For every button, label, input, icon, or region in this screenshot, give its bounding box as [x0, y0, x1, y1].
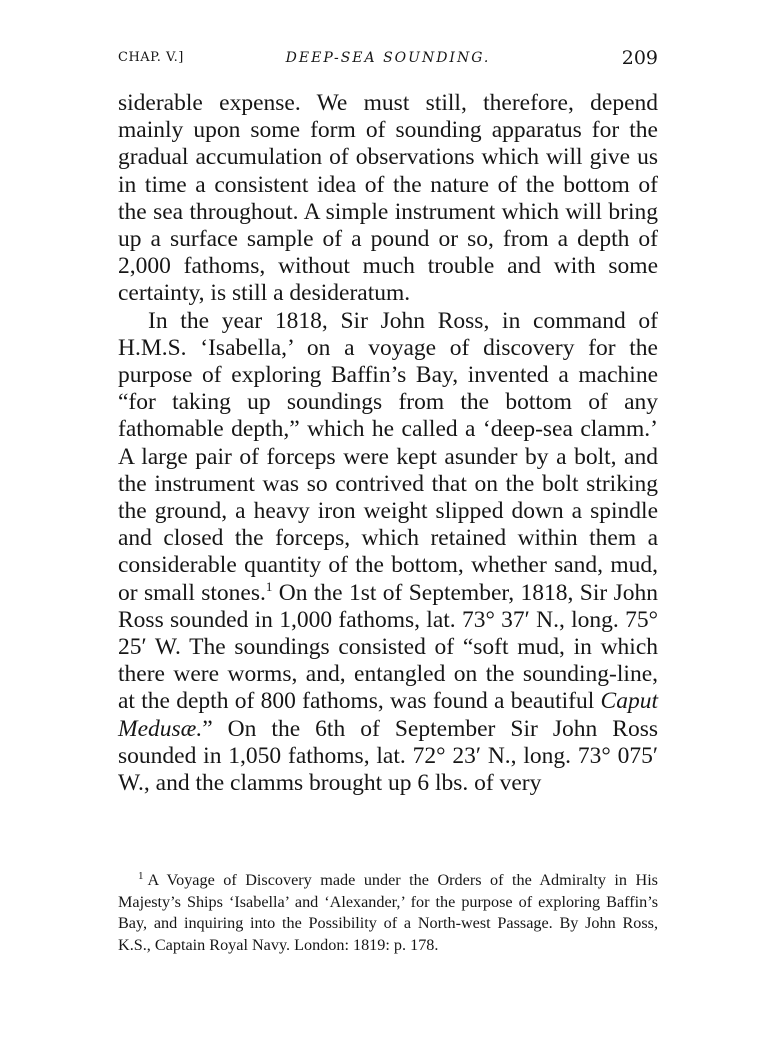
footnote-reference: 1 [265, 578, 273, 594]
paragraph-ross-part3: ” On the 6th of September Sir John Ross sounded in 1,050 fathoms, lat. 72° 23′ N., long. 73° 075′ W., and the clamms brought up 6 lbs. of very [118, 715, 658, 797]
paragraph-ross-part1: In the year 1818, Sir John Ross, in command of H.M.S. ‘Isabella,’ on a voyage of discovery for the purpose of exploring Baffin’s Bay, invented a machine “for taking up soundings from the bottom of any fathomable depth,” which he called a ‘deep-sea clamm.’ A large pair of forceps were kept asunder by a bolt, and the instrument was so contrived that on the bolt striking the ground, a heavy iron weight slipped down a spindle and closed the forceps, which retained within them a considerable quantity of the bottom, whether sand, mud, or small stones. [118, 307, 658, 606]
footnote [118, 870, 658, 956]
footnote-marker: 1 [138, 869, 144, 882]
chapter-label: CHAP. V.] [118, 50, 184, 65]
paragraph-ross-part2: On the 1st of September, 1818, Sir John Ross sounded in 1,000 fathoms, lat. 73° 37′ N., long. 75° 25′ W. The soundings consisted of “soft mud, in which there were worms, and, entangled on the sounding-line, at the depth of 800 fathoms, was found a beautiful [118, 579, 658, 715]
running-title: DEEP-SEA SOUNDING. [285, 50, 491, 66]
footnote-text: A Voyage of Discovery made under the Orders of the Admiralty in His Majesty’s Ships ‘Isabella’ and ‘Alexander,’ for the purpose of exploring Baffin’s Bay, and inquiring into the Possibility of a North-west Passage. By John Ross, K.S., Captain Royal Navy. London: 1819: p. 178. [118, 871, 658, 954]
page-number: 209 [621, 47, 658, 69]
caput-medusae-italic: Caput Medusæ. [118, 688, 658, 742]
paragraph-ross [118, 308, 658, 798]
running-header [118, 44, 658, 72]
paragraph-continued: siderable expense. We must still, therefore, depend mainly upon some form of sounding apparatus for the gradual accumulation of observations which will give us in time a consistent idea of the nature of the bottom of the sea throughout. A simple instrument which will bring up a surface sample of a pound or so, from a depth of 2,000 fathoms, without much trouble and with some certainty, is still a desideratum. [118, 90, 658, 307]
body-text [118, 90, 658, 797]
